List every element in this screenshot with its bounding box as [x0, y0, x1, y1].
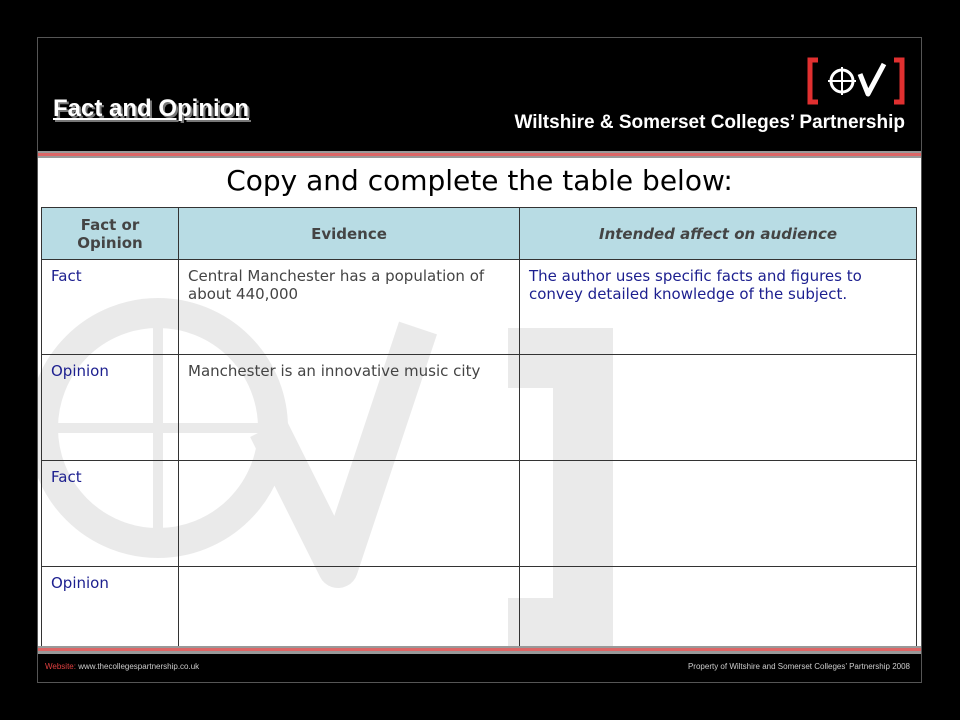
table-row	[42, 260, 917, 355]
column-header-evidence: Evidence	[179, 208, 520, 260]
website-label: Website:	[45, 662, 76, 671]
table-header-row	[42, 208, 917, 260]
table-row	[42, 355, 917, 461]
cell-type: Fact	[42, 260, 179, 355]
cell-effect	[520, 355, 917, 461]
cell-type: Opinion	[42, 567, 179, 667]
slide-title: Fact and Opinion	[53, 95, 249, 122]
cell-evidence	[179, 461, 520, 567]
slide	[37, 37, 922, 683]
cell-effect	[520, 461, 917, 567]
cell-evidence: Manchester is an innovative music city	[179, 355, 520, 461]
footer-property-notice: Property of Wiltshire and Somerset Colleges’ Partnership 2008	[687, 662, 910, 671]
organisation-name: Wiltshire & Somerset Colleges’ Partnership	[514, 112, 905, 133]
cell-evidence: Central Manchester has a population of about 440,000	[179, 260, 520, 355]
cell-type: Opinion	[42, 355, 179, 461]
column-header-intended-affect: Intended affect on audience	[520, 208, 917, 260]
table-row	[42, 461, 917, 567]
crosshair-tick-logo-icon	[806, 56, 906, 106]
instruction-text: Copy and complete the table below:	[226, 164, 733, 197]
exercise-table	[41, 207, 917, 667]
column-header-fact-or-opinion: Fact or Opinion	[42, 208, 179, 260]
header-bar	[38, 38, 921, 151]
footer-website	[45, 662, 199, 671]
website-link[interactable]: www.thecollegespartnership.co.uk	[78, 662, 200, 671]
header-divider	[38, 151, 921, 158]
footer-divider	[38, 646, 921, 654]
footer-bar	[38, 646, 921, 682]
cell-type: Fact	[42, 461, 179, 567]
cell-effect: The author uses specific facts and figures to convey detailed knowledge of the subject.	[520, 260, 917, 355]
